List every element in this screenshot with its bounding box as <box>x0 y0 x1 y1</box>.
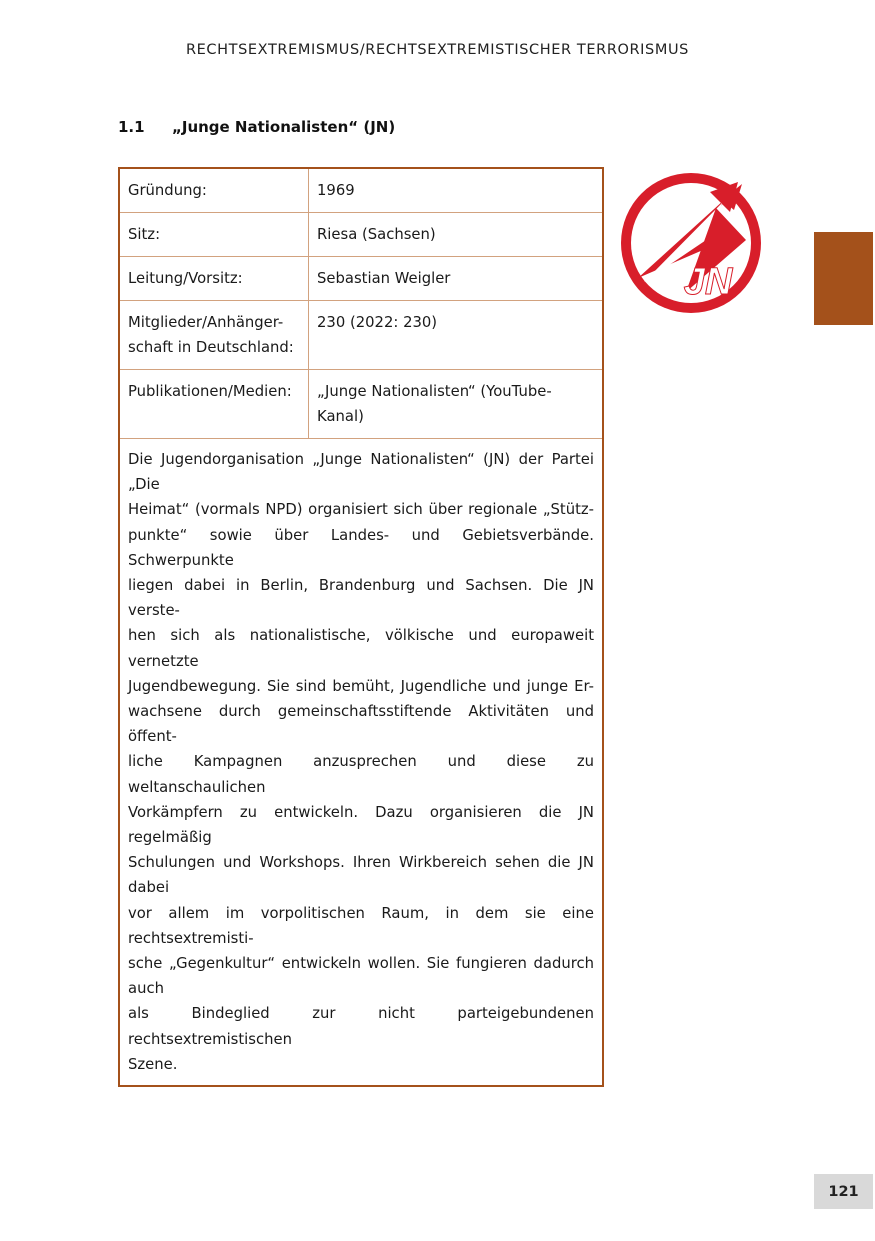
row-label-line: Mitglieder/Anhänger- <box>128 314 284 331</box>
row-value: 230 (2022: 230) <box>317 314 438 331</box>
description-line: als Bindeglied zur nicht parteigebundenen rechtsextremistischen <box>128 1005 594 1048</box>
jn-logo-icon <box>618 170 764 316</box>
row-label: Publikationen/Medien: <box>120 370 309 438</box>
row-label: Gründung: <box>120 169 309 212</box>
description-line: liche Kampagnen anzusprechen und diese zu weltanschaulichen <box>128 753 594 796</box>
description-line: Szene. <box>128 1055 178 1073</box>
table-row <box>120 213 602 257</box>
organization-profile-table <box>118 167 604 1087</box>
description-line: punkte“ sowie über Landes- und Gebietsverbände. Schwerpunkte <box>128 526 594 569</box>
chapter-tab-marker <box>814 232 873 325</box>
row-value: Riesa (Sachsen) <box>317 226 436 243</box>
organization-description <box>120 439 602 1085</box>
description-line: Jugendbewegung. Sie sind bemüht, Jugendliche und junge Er- <box>128 677 594 695</box>
page-number: 121 <box>814 1174 873 1209</box>
description-line: sche „Gegenkultur“ entwickeln wollen. Sie fungieren dadurch auch <box>128 955 594 998</box>
section-heading <box>118 118 395 136</box>
description-line: hen sich als nationalistische, völkische und europaweit vernetzte <box>128 627 594 670</box>
row-label <box>120 301 309 369</box>
description-line: Vorkämpfern zu entwickeln. Dazu organisieren die JN regelmäßig <box>128 803 594 847</box>
jn-logo <box>618 170 764 316</box>
description-line: Die Jugendorganisation „Junge Nationalisten“ (JN) der Partei „Die <box>128 451 594 494</box>
section-number: 1.1 <box>118 118 145 136</box>
section-title: „Junge Nationalisten“ (JN) <box>172 118 396 136</box>
description-line: Heimat“ (vormals NPD) organisiert sich über regionale „Stütz- <box>128 501 594 519</box>
description-line: Schulungen und Workshops. Ihren Wirkbereich sehen die JN dabei <box>128 854 594 897</box>
table-row <box>120 257 602 301</box>
table-row <box>120 370 602 439</box>
row-value: Sebastian Weigler <box>317 270 451 287</box>
row-label: Leitung/Vorsitz: <box>120 257 309 300</box>
table-row <box>120 169 602 213</box>
table-row <box>120 301 602 370</box>
row-value: „Junge Nationalisten“ (YouTube-Kanal) <box>317 383 552 425</box>
row-label-line: schaft in Deutschland: <box>128 339 294 356</box>
description-line: vor allem im vorpolitischen Raum, in dem sie eine rechtsextremisti- <box>128 904 594 947</box>
row-label: Sitz: <box>120 213 309 256</box>
description-line: wachsene durch gemeinschaftsstiftende Aktivitäten und öffent- <box>128 703 594 746</box>
row-value: 1969 <box>317 182 355 199</box>
svg-text:JN: JN <box>683 261 733 303</box>
running-header: RECHTSEXTREMISMUS/RECHTSEXTREMISTISCHER TERRORISMUS <box>186 42 689 58</box>
description-line: liegen dabei in Berlin, Brandenburg und Sachsen. Die JN verste- <box>128 577 594 620</box>
